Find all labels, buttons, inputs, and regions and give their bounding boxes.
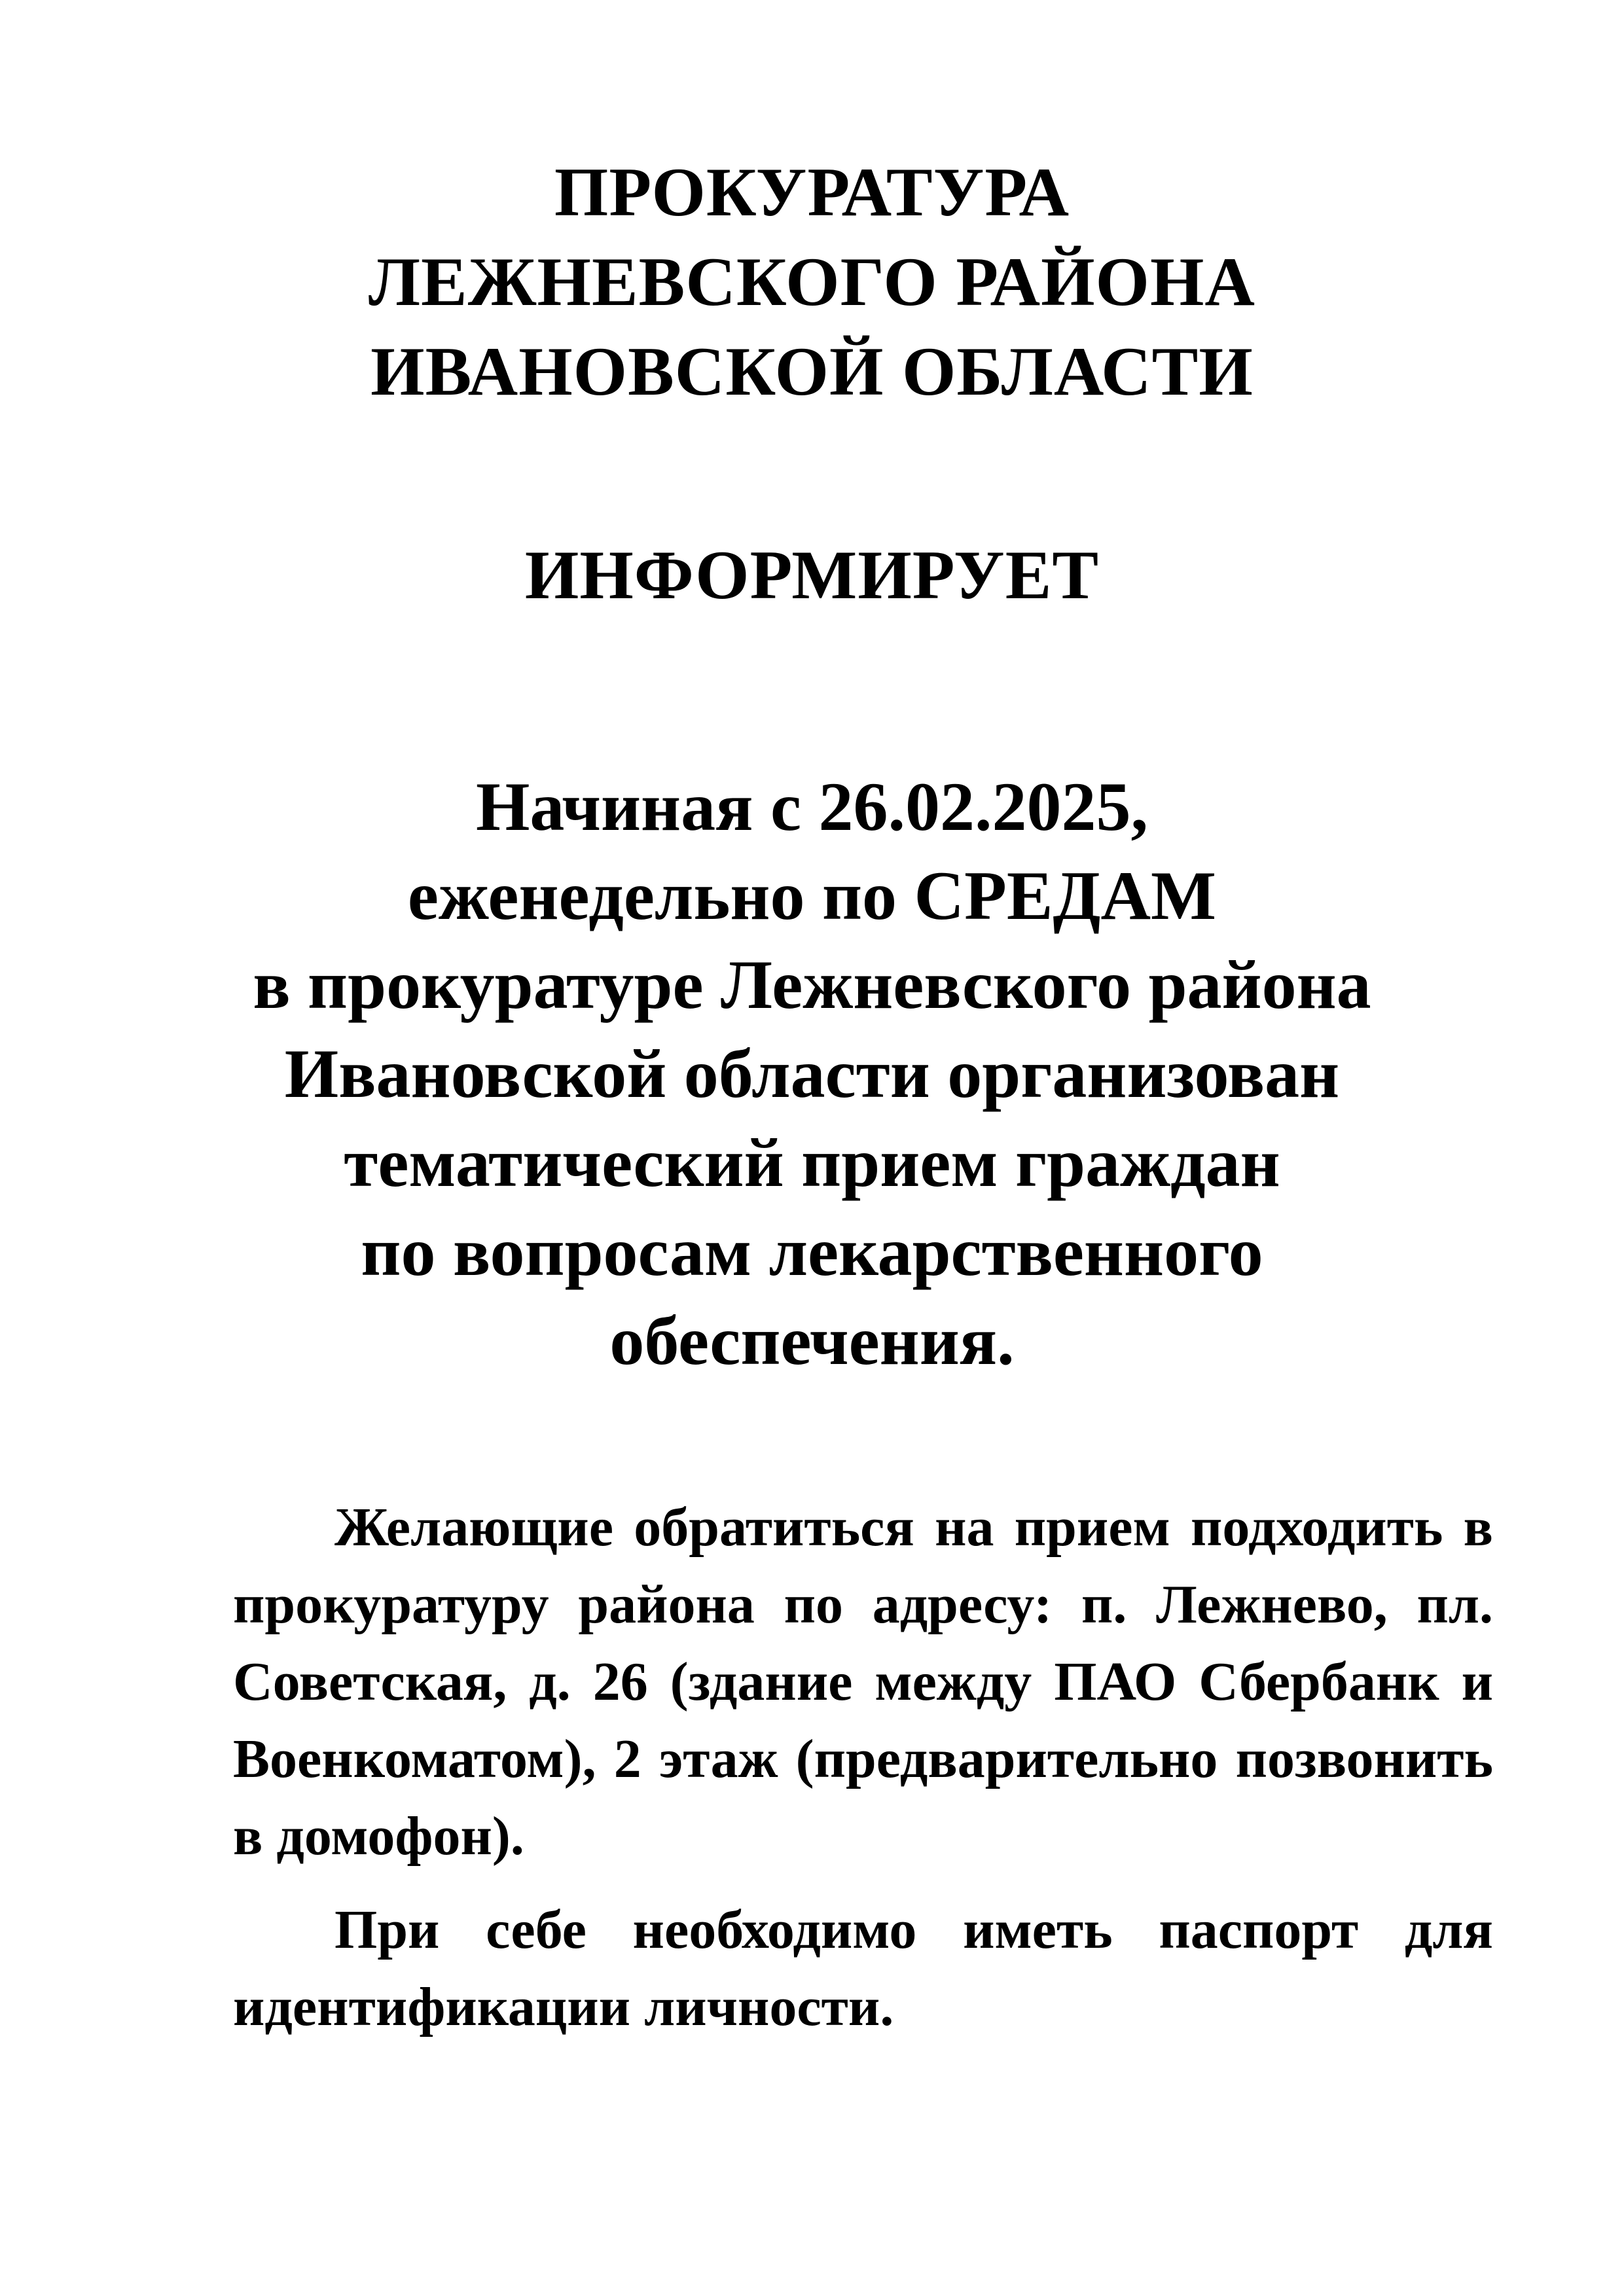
header-line: ЛЕЖНЕВСКОГО РАЙОНА <box>369 243 1255 320</box>
announcement-line: Начиная с 26.02.2025, <box>475 768 1149 845</box>
passport-paragraph: При себе необходимо иметь паспорт для идентификации личности. <box>233 1899 1493 2037</box>
announcement-line: Ивановской области организован <box>284 1035 1340 1112</box>
announcement-line: по вопросам лекарственного <box>361 1213 1263 1290</box>
document-header <box>0 147 1624 416</box>
announcement-line: тематический прием граждан <box>344 1124 1280 1201</box>
informs-heading: ИНФОРМИРУЕТ <box>524 537 1100 613</box>
announcement-line: обеспечения. <box>609 1302 1015 1379</box>
announcement-line: в прокуратуре Лежневского района <box>253 946 1371 1023</box>
header-line: ИВАНОВСКОЙ ОБЛАСТИ <box>370 333 1254 410</box>
body-text <box>233 1489 1493 2062</box>
address-paragraph: Желающие обратиться на прием подходить в прокуратуру района по адресу: п. Лежнево, пл. Советская, д. 26 (здание между ПАО Сбербанк и Военкоматом), 2 этаж (предварительно позвонить в домофон). <box>233 1497 1493 1867</box>
announcement-block <box>0 762 1624 1386</box>
announcement-line: еженедельно по СРЕДАМ <box>407 857 1217 934</box>
header-line: ПРОКУРАТУРА <box>554 154 1070 230</box>
